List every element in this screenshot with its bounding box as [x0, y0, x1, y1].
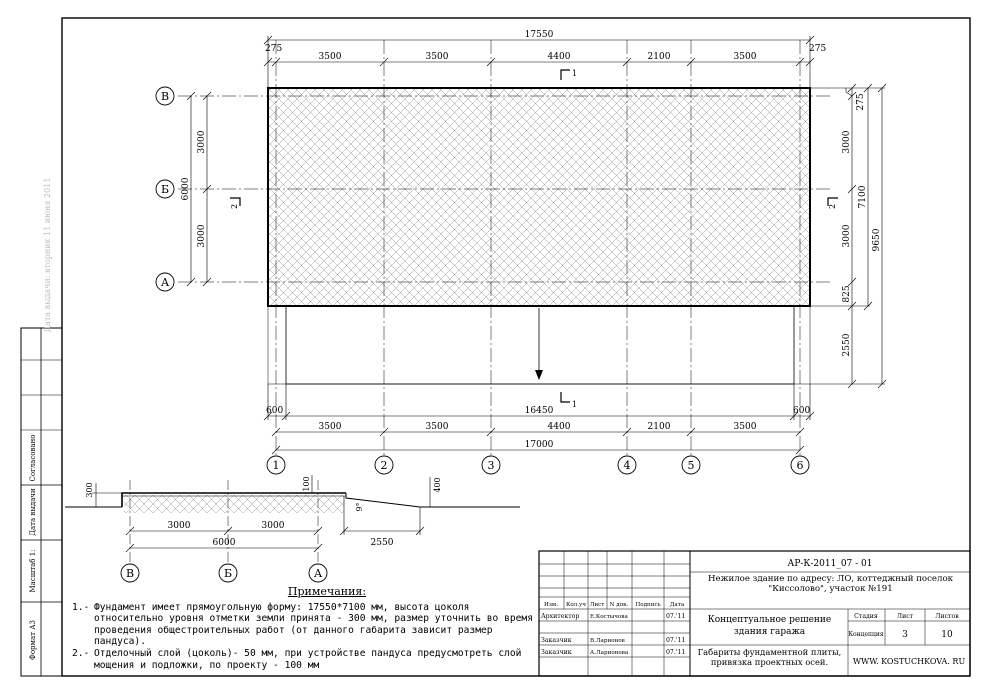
dim-right-lower: 3000 [842, 224, 852, 248]
tb-role-client-1: Заказчик [541, 637, 572, 644]
dim-bottom-span-5: 3500 [733, 422, 757, 432]
tb-sheets-header: Листов [935, 613, 959, 620]
side-stamp [21, 178, 62, 676]
axis-label-v: В [160, 90, 170, 103]
tb-sheet-count: 10 [941, 630, 953, 640]
dim-right-ramp: 2550 [842, 333, 852, 357]
dim-top-overall: 17550 [524, 30, 554, 40]
tb-stage-header: Стадия [854, 613, 878, 620]
axis-label-a: А [160, 276, 170, 289]
section-axis-a: А [313, 567, 323, 580]
axis-label-3: 3 [487, 459, 495, 472]
tb-col-date: Дата [669, 602, 685, 608]
note-number: 1.- [72, 601, 90, 613]
section-dim-span-1: 3000 [167, 521, 191, 531]
section-dim-ramp-height: 400 [433, 477, 442, 493]
dim-bottom-span-2: 3500 [425, 422, 449, 432]
axis-label-5: 5 [687, 459, 695, 472]
tb-name-client-1: В.Ларионов [590, 638, 625, 644]
axis-label-1: 1 [272, 459, 280, 472]
tb-col-sheet: Лист [589, 602, 605, 608]
section-mark-top: 1 [572, 69, 578, 78]
section-dim-offset: 300 [85, 482, 94, 498]
dim-left-upper: 3000 [197, 130, 207, 154]
dim-right-plate: 7100 [858, 185, 868, 209]
tb-col-doc: N док. [609, 602, 629, 608]
stamp-agreed: Согласовано [29, 434, 37, 482]
note-text: Отделочный слой (цоколь)- 50 мм, при устройстве пандуса предусмотреть слой мощения и подложки, по проекту - 100 мм [94, 647, 522, 671]
note-text: Фундамент имеет прямоугольную форму: 17550*7100 мм, высота цоколя относительно уровня отметки земли принята - 300 мм, размер уточнить во время проведения общестроительных работ (от данного габарита зависит размер пандуса). [94, 601, 533, 648]
stamp-format: Формат А3 [29, 620, 37, 660]
dim-left-total: 6000 [181, 177, 191, 201]
dim-bottom-span-1: 3500 [318, 422, 342, 432]
dim-left-lower: 3000 [197, 224, 207, 248]
dim-top-span-5: 3500 [733, 52, 757, 62]
section-mark-right: 2 [828, 203, 837, 209]
section-mark-left: 2 [230, 203, 239, 209]
tb-sheet-number: 3 [902, 630, 908, 640]
dim-right-overall: 9650 [872, 228, 882, 252]
dim-top-edge-left: 275 [265, 44, 283, 54]
tb-object-address: Нежилое здание по адресу: ЛО, коттеджный поселок "Киссолово", участок №191 [707, 574, 954, 595]
dim-top-span-4: 2100 [647, 52, 671, 62]
notes-title: Примечания: [287, 585, 367, 598]
tb-col-sign: Подпись [635, 602, 661, 608]
notes [72, 586, 542, 671]
section-axis-v: В [125, 567, 135, 580]
foundation-section [65, 475, 520, 582]
section-dim-ramp: 2550 [370, 538, 394, 548]
axis-label-6: 6 [796, 459, 804, 472]
section-axis-b: Б [223, 567, 233, 580]
tb-sheet-header: Лист [896, 613, 914, 620]
dim-top-span-3: 4400 [547, 52, 571, 62]
tb-role-architect: Архитектор [541, 613, 580, 620]
tb-stage: Концепция [848, 631, 884, 638]
section-dim-angle: 9° [355, 502, 364, 512]
tb-date-client-1: 07.'11 [666, 637, 686, 644]
tb-date-client-2: 07.'11 [666, 649, 686, 656]
tb-website: WWW. KOSTUCHKOVA. RU [852, 657, 966, 666]
foundation-plan [156, 30, 886, 474]
dim-bottom-middle: 16450 [524, 406, 554, 416]
ramp-arrow-icon [535, 370, 543, 380]
tb-col-rev: Изм. [543, 602, 559, 608]
note-item [72, 648, 542, 671]
axis-label-2: 2 [380, 459, 388, 472]
tb-name-architect: Е.Костычова [590, 614, 628, 620]
note-item [72, 602, 542, 648]
dim-top-span-2: 3500 [425, 52, 449, 62]
tb-date-architect: 07.'11 [666, 613, 686, 620]
stamp-issue-date: Дата выдачи [29, 488, 37, 536]
dim-right-upper: 3000 [842, 130, 852, 154]
tb-drawing-title: Габариты фундаментной плиты, привязка проектных осей. [697, 647, 842, 667]
dim-right-bottom: 825 [842, 285, 852, 303]
dim-top-span-1: 3500 [318, 52, 342, 62]
dim-bottom-overall: 17000 [524, 440, 554, 450]
section-dim-total: 6000 [212, 538, 236, 548]
tb-name-client-2: А.Ларионова [590, 650, 629, 656]
tb-drawing-code: АР-К-2011_07 - 01 [787, 559, 873, 569]
issue-date-watermark: Дата выдачи: вторник 11 июня 2011 [43, 177, 52, 333]
dim-bottom-edge-left: 600 [266, 406, 284, 416]
section-mark-bottom: 1 [572, 400, 578, 409]
dim-bottom-span-4: 2100 [647, 422, 671, 432]
section-dim-span-2: 3000 [261, 521, 285, 531]
tb-col-qty: Кол.уч [565, 602, 587, 608]
dim-bottom-edge-right: 600 [793, 406, 811, 416]
note-number: 2.- [72, 647, 90, 659]
dim-bottom-span-3: 4400 [547, 422, 571, 432]
dim-top-edge-right: 275 [809, 44, 827, 54]
axis-label-b: Б [160, 183, 170, 196]
tb-role-client-2: Заказчик [541, 649, 572, 656]
section-dim-slab: 100 [302, 476, 311, 492]
foundation-plate [268, 88, 810, 306]
stamp-scale: Масштаб 1: [29, 549, 37, 593]
dim-right-top: 275 [856, 93, 866, 111]
title-block [539, 551, 970, 676]
tb-project-title: Концептуальное решение здания гаража [707, 615, 832, 637]
axis-label-4: 4 [623, 459, 631, 472]
